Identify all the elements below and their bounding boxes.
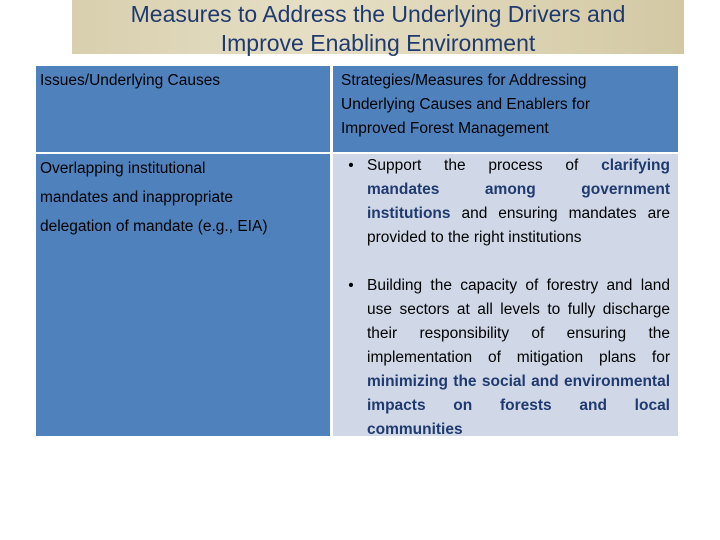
header-issues	[36, 66, 330, 152]
bullet-icon: •	[348, 277, 354, 294]
title-line-1: Measures to Address the Underlying Drivers and	[130, 1, 626, 27]
strategy-text-pre: Building the capacity of forestry and land use sectors at all levels to fully discharge their responsibility of ensuring the implementation of mitigation plans for	[367, 277, 670, 366]
header-strategies-line-2: Underlying Causes and Enablers for	[341, 96, 590, 113]
bullet-icon: •	[348, 157, 354, 174]
issue-line-3: delegation of mandate (e.g., EIA)	[40, 218, 268, 235]
header-strategies	[333, 66, 678, 152]
title-line-2: Improve Enabling Environment	[220, 30, 536, 56]
header-strategies-line-1: Strategies/Measures for Addressing	[341, 72, 587, 89]
issue-line-1: Overlapping institutional	[40, 160, 206, 177]
strategy-item	[341, 274, 670, 442]
strategy-highlight: minimizing the social and environmental impacts on forests and local communities	[367, 373, 670, 438]
header-strategies-line-3: Improved Forest Management	[341, 120, 549, 137]
issue-cell	[36, 154, 330, 436]
strategy-highlight: clarifying mandates among government institutions	[367, 157, 670, 222]
strategy-list	[341, 154, 670, 442]
issue-line-2: mandates and inappropriate	[40, 189, 234, 206]
strategy-text-post: and ensuring mandates are provided to the right institutions	[367, 205, 670, 246]
measures-table	[36, 66, 678, 436]
header-issues-label: Issues/Underlying Causes	[40, 72, 221, 89]
strategy-text-pre: Support the process of	[367, 157, 602, 174]
strategy-item	[341, 154, 670, 250]
slide-title	[72, 0, 684, 60]
strategies-cell	[333, 154, 678, 436]
